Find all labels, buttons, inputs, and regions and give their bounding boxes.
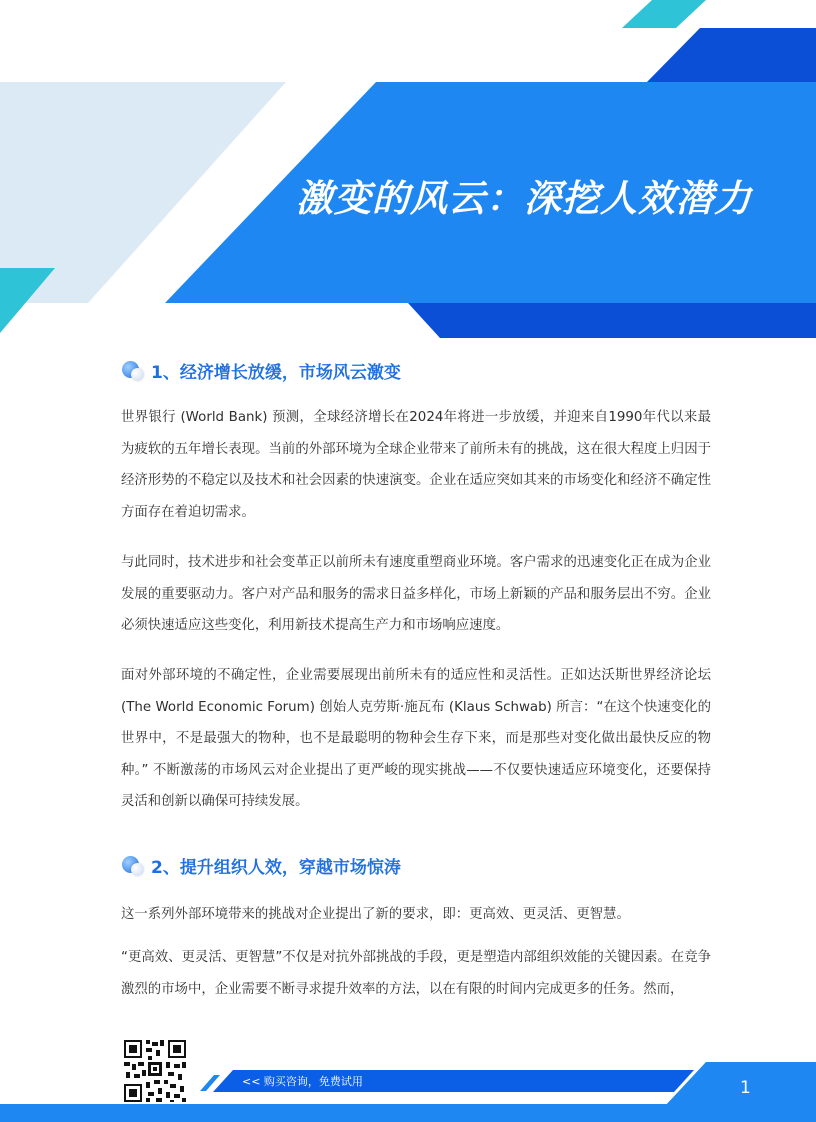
page-title: 激变的风云：深挖人效潜力 [296, 177, 752, 220]
paragraph: 这一系列外部环境带来的挑战对企业提出了新的要求，即：更高效、更灵活、更智慧。 [121, 907, 630, 922]
section-title: 2、提升组织人效，穿越市场惊涛 [151, 857, 401, 878]
purchase-consult-link[interactable]: << 购买咨询，免费试用 [242, 1075, 363, 1088]
teal-accent-top [622, 0, 706, 28]
paragraph: 世界银行 (World Bank) 预测，全球经济增长在2024年将进一步放缓，并迎来自1990年代以来最为疲软的五年增长表现。当前的外部环境为全球企业带来了前所未有的挑战，这在很大程度上归因于经济形势的不稳定以及技术和社会因素的快速演变。企业在适应突如其来的市场变化和经济不确定性方面存在着迫切需求。 [121, 410, 711, 520]
dark-blue-strip [408, 303, 816, 338]
section-1-heading [121, 355, 401, 385]
section-2-heading [121, 850, 401, 880]
bubble-bullet-icon [121, 854, 145, 876]
bubble-bullet-icon [121, 359, 145, 381]
paragraph: 面对外部环境的不确定性，企业需要展现出前所未有的适应性和灵活性。正如达沃斯世界经济论坛(The World Economic Forum) 创始人克劳斯·施瓦布 (Klaus Schwab) 所言：“在这个快速变化的世界中，不是最强大的物种，也不是最聪明的物种会生存下来，而是那些对变化做出最快反应的物种。” 不断激荡的市场风云对企业提出了更严峻的现实挑战——不仅要快速适应环境变化，还要保持灵活和创新以确保可持续发展。 [121, 668, 711, 809]
dark-blue-accent-top [647, 28, 816, 82]
paragraph: “更高效、更灵活、更智慧”不仅是对抗外部挑战的手段，更是塑造内部组织效能的关键因素。在竞争激烈的市场中，企业需要不断寻求提升效率的方法，以在有限的时间内完成更多的任务。然而， [121, 950, 711, 997]
page-number: 1 [740, 1078, 751, 1098]
section-title: 1、经济增长放缓，市场风云激变 [151, 362, 401, 383]
paragraph: 与此同时，技术进步和社会变革正以前所未有速度重塑商业环境。客户需求的迅速变化正在成为企业发展的重要驱动力。客户对产品和服务的需求日益多样化，市场上新颖的产品和服务层出不穷。企业必须快速适应这些变化，利用新技术提高生产力和市场响应速度。 [121, 555, 711, 633]
qr-code-icon[interactable] [122, 1038, 188, 1104]
